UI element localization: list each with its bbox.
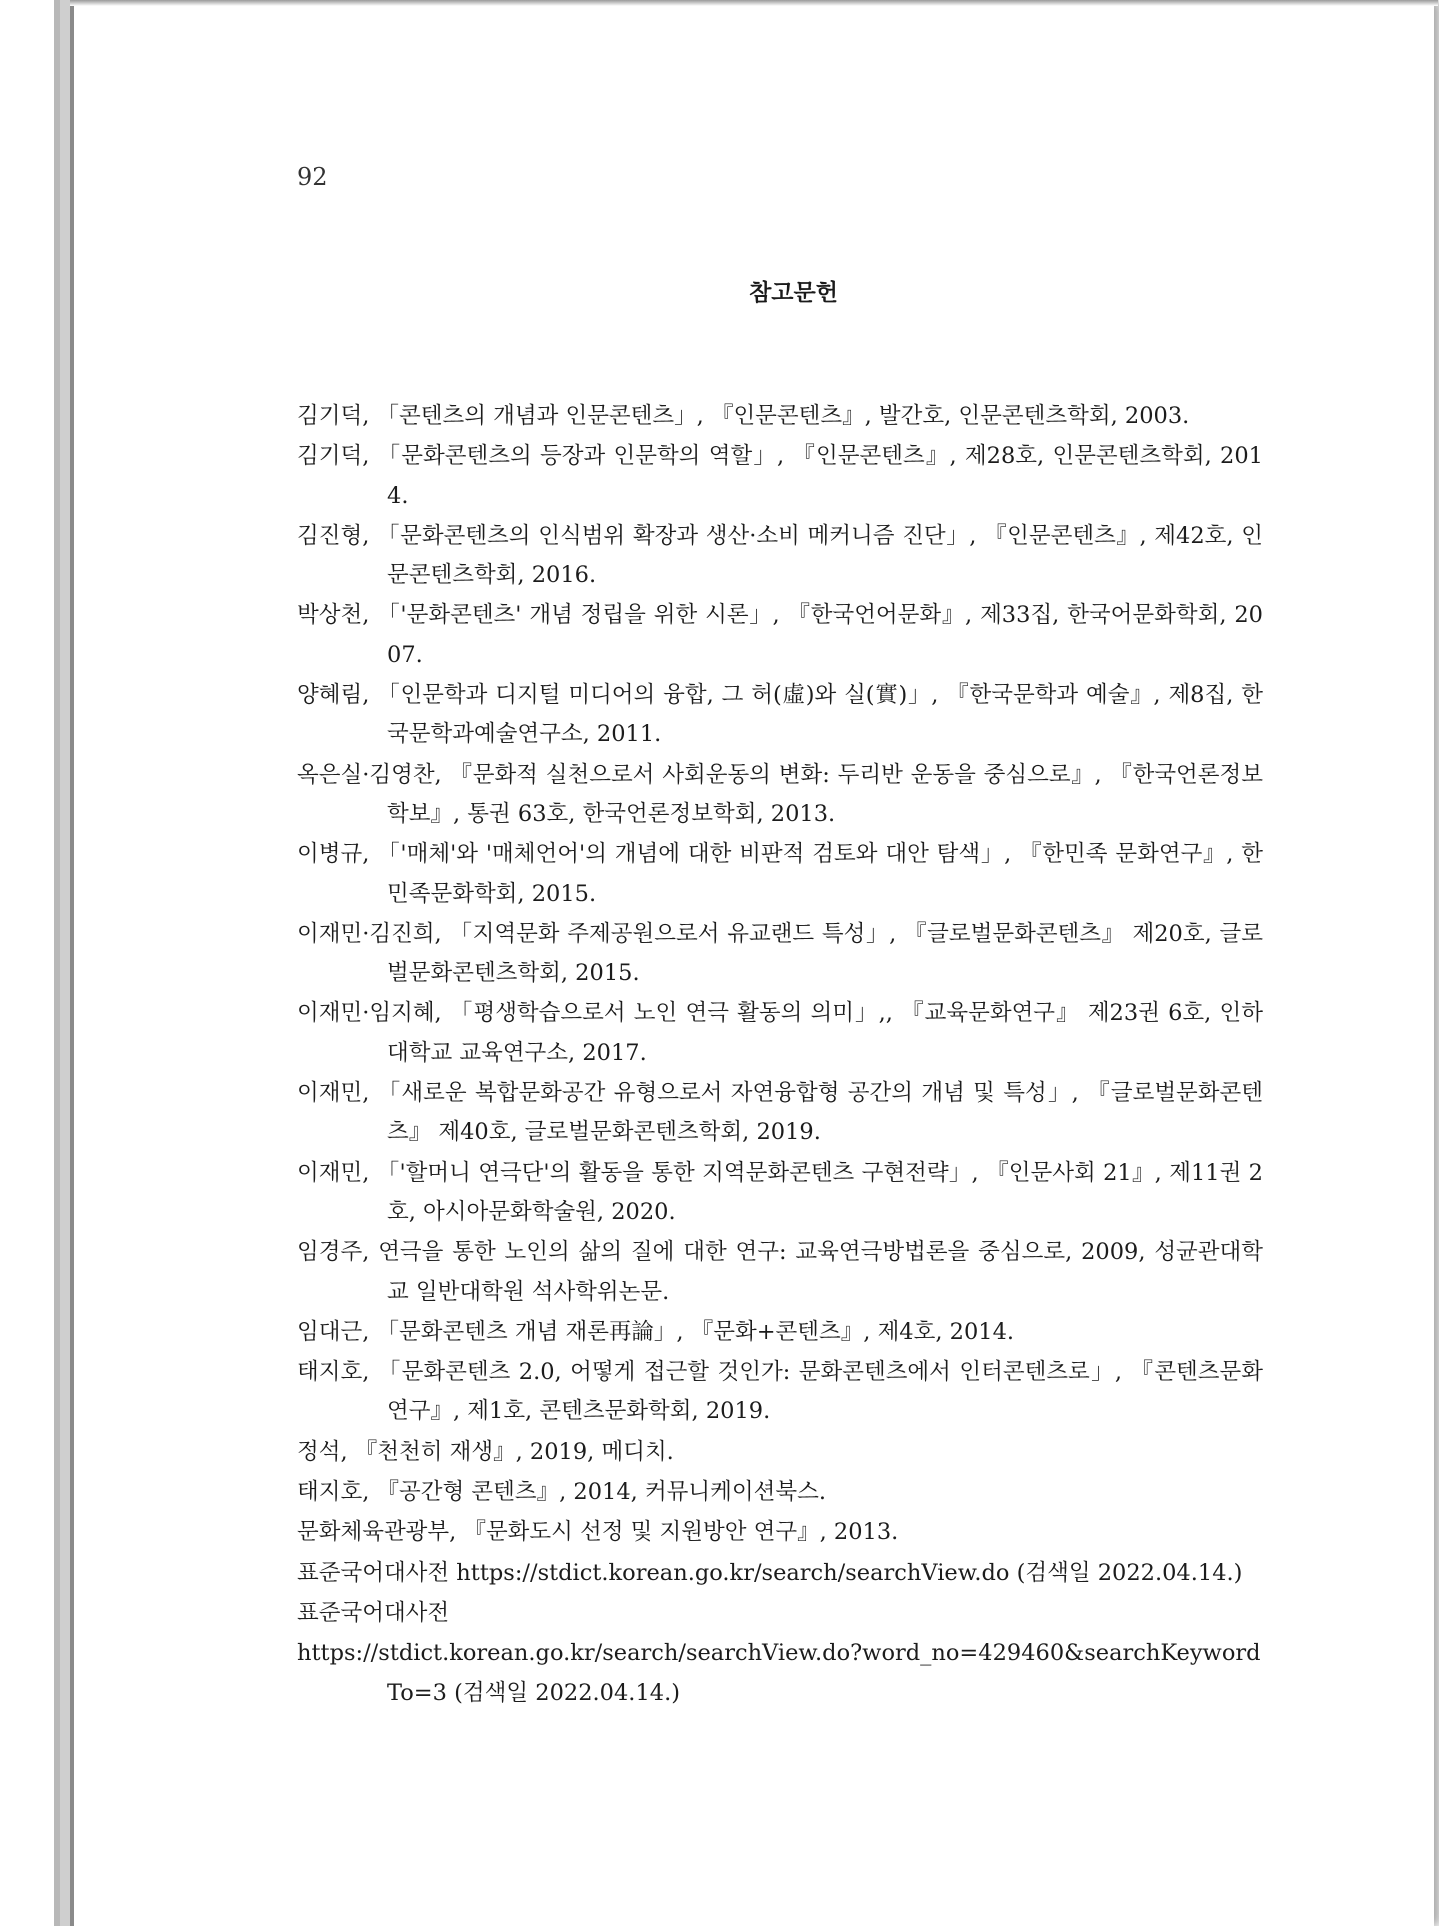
reference-entry: 이병규, 「'매체'와 '매체언어'의 개념에 대한 비판적 검토와 대안 탐색」, 『한민족 문화연구』, 한민족문화학회, 2015. bbox=[297, 841, 1263, 907]
reference-entry: 태지호, 「문화콘텐츠 2.0, 어떻게 접근할 것인가: 문화콘텐츠에서 인터콘텐츠로」, 『콘텐츠문화연구』, 제1호, 콘텐츠문화학회, 2019. bbox=[297, 1359, 1263, 1425]
reference-entry: 양혜림, 「인문학과 디지털 미디어의 융합, 그 허(虛)와 실(實)」, 『한국문학과 예술』, 제8집, 한국문학과예술연구소, 2011. bbox=[297, 682, 1263, 748]
reference-entry: 박상천, 「'문화콘텐츠' 개념 정립을 위한 시론」, 『한국언어문화』, 제33집, 한국어문화학회, 2007. bbox=[297, 602, 1263, 668]
reference-entry: 표준국어대사전 https://stdict.korean.go.kr/search/searchView.do (검색일 2022.04.14.) bbox=[297, 1559, 1243, 1586]
reference-entry: https://stdict.korean.go.kr/search/searchView.do?word_no=429460&searchKeywordTo=3 (검색일 2022.04.14.) bbox=[297, 1640, 1261, 1706]
page-top-edge bbox=[70, 0, 1438, 6]
reference-list bbox=[297, 397, 1263, 1714]
reference-entry: 옥은실·김영찬, 『문화적 실천으로서 사회운동의 변화: 두리반 운동을 중심으로』, 『한국언론정보학보』, 통권 63호, 한국언론정보학회, 2013. bbox=[297, 761, 1263, 827]
reference-entry: 이재민·임지혜, 「평생학습으로서 노인 연극 활동의 의미」,, 『교육문화연구』 제23권 6호, 인하대학교 교육연구소, 2017. bbox=[297, 1000, 1263, 1066]
reference-entry: 이재민, 「'할머니 연극단'의 활동을 통한 지역문화콘텐츠 구현전략」, 『인문사회 21』, 제11권 2호, 아시아문화학술원, 2020. bbox=[297, 1159, 1263, 1225]
reference-entry: 임경주, 연극을 통한 노인의 삶의 질에 대한 연구: 교육연극방법론을 중심으로, 2009, 성균관대학교 일반대학원 석사학위논문. bbox=[297, 1239, 1263, 1305]
reference-entry: 이재민·김진희, 「지역문화 주제공원으로서 유교랜드 특성」, 『글로벌문화콘텐츠』 제20호, 글로벌문화콘텐츠학회, 2015. bbox=[297, 920, 1263, 987]
reference-entry: 이재민, 「새로운 복합문화공간 유형으로서 자연융합형 공간의 개념 및 특성」, 『글로벌문화콘텐츠』 제40호, 글로벌문화콘텐츠학회, 2019. bbox=[297, 1080, 1263, 1146]
reference-entry: 임대근, 「문화콘텐츠 개념 재론再論」, 『문화+콘텐츠』, 제4호, 2014. bbox=[297, 1318, 1015, 1345]
reference-entry: 김기덕, 「콘텐츠의 개념과 인문콘텐츠」, 『인문콘텐츠』, 발간호, 인문콘텐츠학회, 2003. bbox=[297, 403, 1190, 429]
reference-entry: 정석, 『천천히 재생』, 2019, 메디치. bbox=[297, 1438, 674, 1465]
reference-entry: 김진형, 「문화콘텐츠의 인식범위 확장과 생산·소비 메커니즘 진단」, 『인문콘텐츠』, 제42호, 인문콘텐츠학회, 2016. bbox=[297, 522, 1263, 589]
page-number: 92 bbox=[297, 163, 328, 191]
reference-entry: 문화체육관광부, 『문화도시 선정 및 지원방안 연구』, 2013. bbox=[297, 1519, 899, 1546]
reference-entry: 표준국어대사전 bbox=[297, 1599, 450, 1626]
section-heading: 참고문헌 bbox=[749, 280, 838, 306]
reference-entry: 태지호, 『공간형 콘텐츠』, 2014, 커뮤니케이션북스. bbox=[297, 1479, 826, 1506]
reference-entry: 김기덕, 「문화콘텐츠의 등장과 인문학의 역할」, 『인문콘텐츠』, 제28호, 인문콘텐츠학회, 2014. bbox=[297, 443, 1263, 509]
